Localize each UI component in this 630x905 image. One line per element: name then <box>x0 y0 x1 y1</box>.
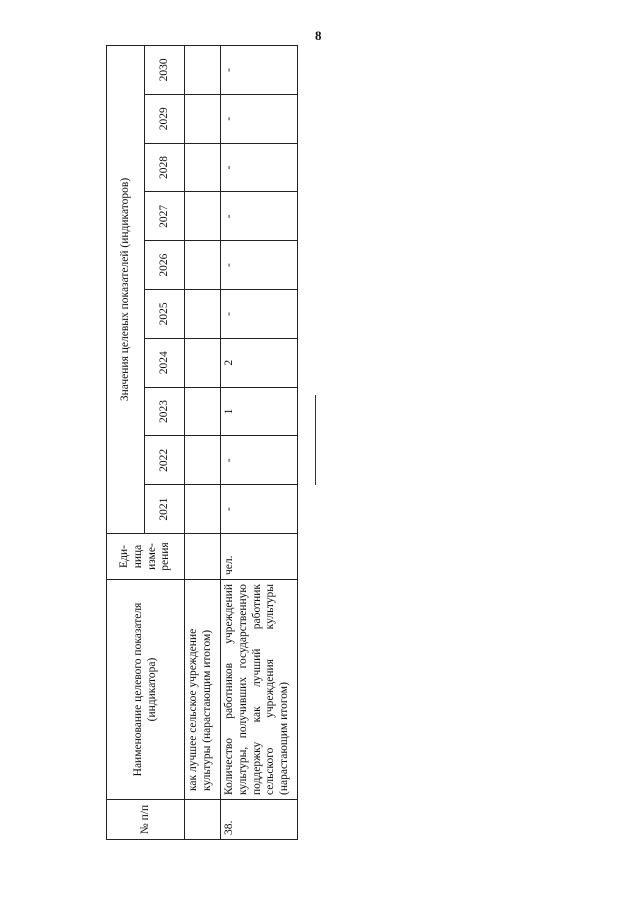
header-year: 2029 <box>145 94 185 143</box>
header-year: 2022 <box>145 436 185 485</box>
row-value: 2 <box>221 338 298 387</box>
header-year: 2026 <box>145 241 185 290</box>
row-value: 1 <box>221 387 298 436</box>
row-num: 38. <box>221 800 298 840</box>
header-year: 2021 <box>145 485 185 534</box>
row-value <box>185 192 221 241</box>
header-values-group: Значения целевых показателей (индикаторов) <box>107 46 145 534</box>
row-name: как лучшее сельское учреждение культуры (нарастающим итогом) <box>185 580 221 800</box>
row-value <box>185 143 221 192</box>
table-row <box>221 46 298 840</box>
header-year: 2027 <box>145 192 185 241</box>
rotated-table-container <box>106 45 298 840</box>
row-unit <box>185 534 221 580</box>
row-value: - <box>221 46 298 95</box>
row-value: - <box>221 192 298 241</box>
table-row <box>185 46 221 840</box>
header-year: 2028 <box>145 143 185 192</box>
row-value: - <box>221 143 298 192</box>
row-unit: чел. <box>221 534 298 580</box>
header-year: 2023 <box>145 387 185 436</box>
row-value: - <box>221 485 298 534</box>
header-name: Наименование целевого показателя (индикатора) <box>107 580 185 800</box>
row-value <box>185 290 221 339</box>
header-year: 2025 <box>145 290 185 339</box>
row-value <box>185 241 221 290</box>
row-value <box>185 338 221 387</box>
row-value <box>185 436 221 485</box>
row-value <box>185 387 221 436</box>
row-value <box>185 46 221 95</box>
page-number: 8 <box>315 28 322 43</box>
row-value: - <box>221 94 298 143</box>
indicators-table <box>106 45 298 840</box>
row-value <box>185 94 221 143</box>
header-year: 2024 <box>145 338 185 387</box>
row-name: Количество работников учреждений культуры, получивших государственную поддержку как лучший работник сельского учреждения культуры (нарастающим итогом) <box>221 580 298 800</box>
row-value: - <box>221 436 298 485</box>
row-value: - <box>221 290 298 339</box>
header-row-1 <box>107 46 145 840</box>
separator-line <box>315 395 316 485</box>
header-year: 2030 <box>145 46 185 95</box>
row-num <box>185 800 221 840</box>
header-num: № п/п <box>107 800 185 840</box>
header-unit: Еди-ница изме-рения <box>107 534 185 580</box>
row-value <box>185 485 221 534</box>
row-value: - <box>221 241 298 290</box>
